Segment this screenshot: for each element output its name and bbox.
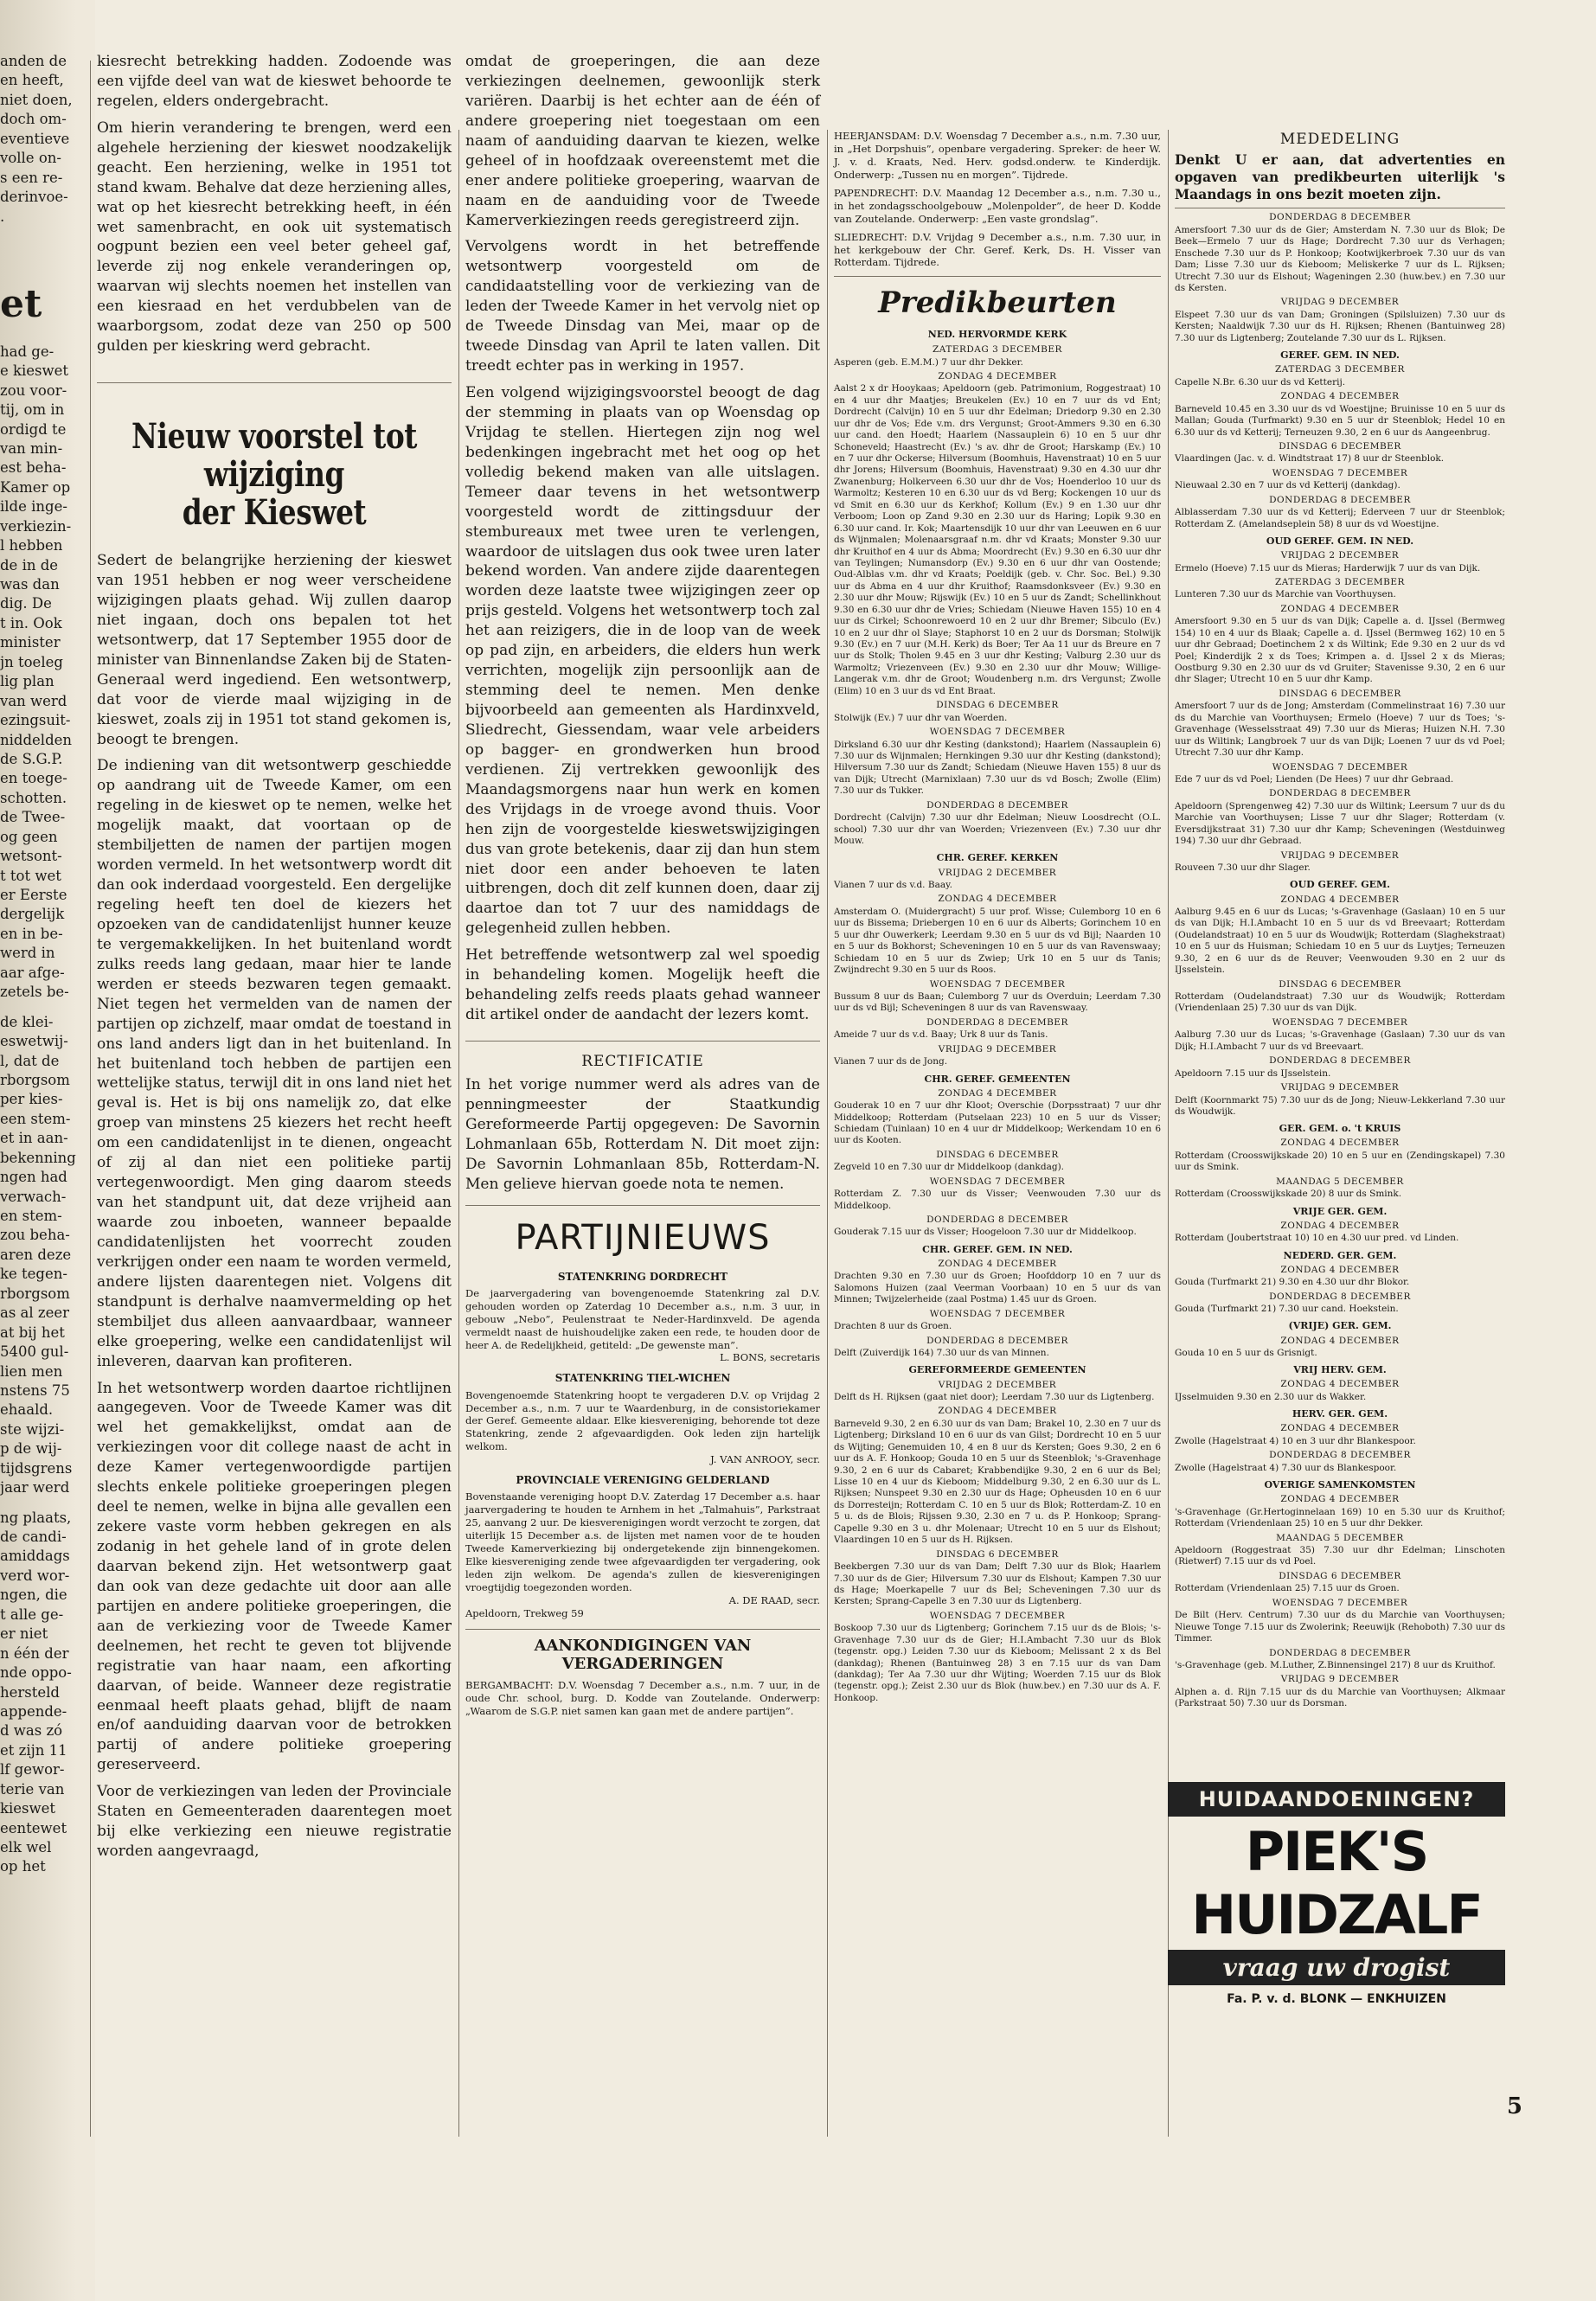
notice-title: STATENKRING DORDRECHT xyxy=(557,1270,728,1283)
text-fragment: est beha- xyxy=(0,459,67,477)
service-list: Zwolle (Hagelstraat 4) 7.30 uur ds Blankespoor. xyxy=(1175,1462,1397,1473)
service-list: Aalburg 7.30 uur ds Lucas; 's-Gravenhage (Gaslaan) 7.30 uur ds van Dijk; H.I.Ambacht 7 uur ds vd Breevaart. xyxy=(1175,1029,1505,1052)
service-list: Apeldoorn (Roggestraat 35) 7.30 uur dhr Edelman; Linschoten (Rietwerf) 7.15 uur ds vd Poel. xyxy=(1175,1545,1505,1567)
left-fragments-top xyxy=(0,52,82,227)
service-day: DINSDAG 6 DECEMBER xyxy=(936,700,1059,711)
service-day: ZONDAG 4 DECEMBER xyxy=(938,1258,1057,1269)
notice-address: Apeldoorn, Trekweg 59 xyxy=(465,1606,584,1619)
service-day: DONDERDAG 8 DECEMBER xyxy=(1269,1450,1411,1461)
service-list: Gouda (Turfmarkt 21) 9.30 en 4.30 uur dhr Blokor. xyxy=(1175,1277,1410,1288)
service-day: WOENSDAG 7 DECEMBER xyxy=(1272,1597,1408,1608)
text-fragment: nde oppo- xyxy=(0,1664,72,1682)
text-fragment: van werd xyxy=(0,692,67,709)
service-list: Vlaardingen (Jac. v. d. Windtstraat 17) 8 uur dr Steenblok. xyxy=(1175,453,1445,465)
service-list: Rouveen 7.30 uur dhr Slager. xyxy=(1175,862,1311,874)
service-list: Gouderak 10 en 7 uur dhr Kloot; Overschie (Dorpsstraat) 7 uur dhr Middelkoop; Rotterdam (Putselaan 223) 10 en 5 uur ds Visser; Schiedam (Tuinlaan) 10 en 4 uur dr Middelkoop; Werkendam 10 en 6 uur ds Kooten. xyxy=(834,1100,1161,1146)
service-day: DONDERDAG 8 DECEMBER xyxy=(926,1016,1068,1028)
article-column-2 xyxy=(465,52,820,1725)
service-list: Delft (Zuiverdijk 164) 7.30 uur ds van Minnen. xyxy=(834,1348,1049,1359)
service-day: ZONDAG 4 DECEMBER xyxy=(1280,603,1400,614)
service-list: Elspeet 7.30 uur ds van Dam; Groningen (Spilsluizen) 7.30 uur ds Kersten; Naaldwijk 7.30 uur ds H. Rijksen; Rhenen (Bantuinweg 28) 7.30 uur ds Ligtenberg; Zoutelande 7.30 uur ds L. Rijksen. xyxy=(1175,309,1505,343)
meeting-notice: PAPENDRECHT: D.V. Maandag 12 December a.s., n.m. 7.30 u., in het zondagsschoolgebouw „Molenpolder”, de heer D. Kodde van Zoutelande. Onderwerp: „Een vaste grondslag”. xyxy=(834,186,1161,225)
text-fragment: t in. Ook xyxy=(0,614,62,631)
service-day: MAANDAG 5 DECEMBER xyxy=(1276,1532,1404,1543)
text-fragment: zou voor- xyxy=(0,381,67,399)
article-body xyxy=(97,551,452,1862)
text-fragment: appende- xyxy=(0,1702,67,1720)
text-fragment: l hebben xyxy=(0,537,63,554)
column-rule xyxy=(458,130,459,2137)
service-day: DINSDAG 6 DECEMBER xyxy=(936,1149,1059,1160)
service-day: DINSDAG 6 DECEMBER xyxy=(1279,1570,1401,1581)
service-day: ZONDAG 4 DECEMBER xyxy=(1280,1138,1400,1149)
text-fragment: een stem- xyxy=(0,1110,71,1127)
text-fragment: at bij het xyxy=(0,1324,65,1341)
service-list: Rotterdam (Oudelandstraat) 7.30 uur ds Woudwijk; Rotterdam (Vriendenlaan 25) 7.30 uur ds van Dijk. xyxy=(1175,991,1505,1014)
predikbeurten-title: Predikbeurten xyxy=(878,285,1117,321)
ad-brand: PIEK'S HUIDZALF xyxy=(1191,1820,1482,1946)
church-name: (VRIJE) GER. GEM. xyxy=(1288,1320,1392,1332)
service-list: Amersfoort 7 uur ds de Jong; Amsterdam (Commelinstraat 16) 7.30 uur ds du Marchie van Voorthuysen; Ermelo (Hoeve) 7 uur ds Toes; 's-Gravenhage (Wesselsstraat 49) 7.30 uur ds Mieras; Huizen N.H. 7.30 uur ds Wiltink; Langbroek 7 uur ds van Dijk; Loenen 7 uur ds vd Poel; Utrecht 7.30 uur dhr Kamp. xyxy=(1175,701,1505,759)
meeting-notice: SLIEDRECHT: D.V. Vrijdag 9 December a.s., n.m. 7.30 uur, in het kerkgebouw der Chr. Geref. Kerk, Ds. H. Visser van Rotterdam. Tijdrede. xyxy=(834,230,1161,269)
text-fragment: ilde inge- xyxy=(0,498,67,516)
text-fragment: dergelijk xyxy=(0,906,65,923)
church-name: OVERIGE SAMENKOMSTEN xyxy=(1264,1479,1416,1491)
service-day: DONDERDAG 8 DECEMBER xyxy=(1269,494,1411,505)
text-fragment: amiddags xyxy=(0,1548,70,1565)
text-fragment: t tot wet xyxy=(0,867,61,884)
text-fragment: werd in xyxy=(0,945,55,962)
service-day: DONDERDAG 8 DECEMBER xyxy=(1269,1647,1411,1658)
text-fragment: Kamer op xyxy=(0,478,71,496)
service-list: Apeldoorn (Sprengenweg 42) 7.30 uur ds Wiltink; Leersum 7 uur ds du Marchie van Voorthuysen; Lisse 7 uur dhr Slager; Rotterdam (v. Eversdijkstraat 31) 7.30 uur dhr Kamp; Scheveningen (Westduinweg 194) 7.30 uur dhr Gebraad. xyxy=(1175,800,1505,847)
service-day: ZONDAG 4 DECEMBER xyxy=(1280,1494,1400,1505)
service-day: WOENSDAG 7 DECEMBER xyxy=(929,727,1066,738)
text-fragment: ste wijzi- xyxy=(0,1420,65,1438)
text-fragment: doch om- xyxy=(0,111,67,128)
aankondigingen-title: AANKONDIGINGEN VAN VERGADERINGEN xyxy=(534,1636,752,1674)
service-list: Barneveld 9.30, 2 en 6.30 uur ds van Dam; Brakel 10, 2.30 en 7 uur ds Ligtenberg; Dirksland 10 en 6 uur ds van Gilst; Dordrecht 10 en 5 uur ds Wijting; Genemuiden 10, 4 en 8 uur ds Kersten; Goes 9.30, 2 en 6 uur ds A. F. Honkoop; Gouda 10 en 5 uur ds Steenblok; 's-Gravenhage 9.30, 2 en 6 uur ds Cabaret; Krabbendijke 9.30, 2 en 6 uur ds Bel; Lisse 10 en 4 uur ds Kieboom; Middelburg 9.30, 2 en 6.30 uur ds L. Rijksen; Nunspeet 9.30 en 2.30 uur ds Hage; Opheusden 10 en 6 uur ds Dorresteijn; Rotterdam C. 10 en 5 uur ds Blok; Rotterdam-Z. 10 en 5 u. ds de Blois; Rijssen 9.30, 2.30 en 7 u. ds P. Honkoop; Sprang-Capelle 9.30 en 3 u. dhr Molenaar; Utrecht 10 en 5 uur ds Elshout; Vlaardingen 10 en 5 uur ds H. Rijksen. xyxy=(834,1418,1161,1546)
service-list: Ermelo (Hoeve) 7.15 uur ds Mieras; Harderwijk 7 uur ds van Dijk. xyxy=(1175,562,1481,574)
church-name: CHR. GEREF. KERKEN xyxy=(936,852,1059,864)
text-fragment: zou beha- xyxy=(0,1227,70,1244)
paragraph: De indiening van dit wetsontwerp geschiedde op aandrang uit de Tweede Kamer, om een regeling in de kieswet op te nemen, welke het mogelijk maakt, dat voortaan op de stembiljetten de namen der partijen mogen worden vermeld. In het wetsontwerp wordt dit dan ook inderdaad voorgesteld. Een dergelijke regeling heeft ten doel de kiezers het opzoeken van de candidatenlijst hunner keuze te vergemakkelijken. In het buitenland wordt zulks reeds lang gedaan, maar hier te lande werden er steeds bezwaren tegen gemaakt. Niet tegen het vermelden van de namen der partijen op zichzelf, maar omdat de toestand in ons land anders ligt dan in het buitenland. In het buitenland toch hebben de partijen een wettelijke status, terwijl dit in ons land niet het geval is. Het is bij ons namelijk zo, dat elke groep van minstens 25 kiezers het recht heeft om een candidatenlijst in te dienen, ongeacht of zij al dan niet een politieke partij vertegenwoordigt. Men ging daarom steeds van het standpunt uit, dat deze vrijheid aan waarde zou inboeten, wanneer bepaalde candidatenlijsten het voorrecht zouden verkrijgen onder een naam te worden vermeld, andere lijsten daarentegen niet. Volgens dit standpunt is derhalve naamvermelding op het stembiljet dus alleen aanvaardbaar, wanneer elke groepering, welke een candidatenlijst wil inleveren, daarvan kan profiteren. xyxy=(97,757,452,1370)
text-fragment: terie van xyxy=(0,1780,65,1798)
church-header: NED. HERVORMDE KERK xyxy=(927,329,1067,341)
text-fragment: t alle ge- xyxy=(0,1606,64,1623)
text-fragment: aren deze xyxy=(0,1246,72,1263)
service-list: Barneveld 10.45 en 3.30 uur ds vd Woestijne; Bruinisse 10 en 5 uur ds Mallan; Gouda (Turfmarkt) 9.30 en 5 uur dr Steenblok; Hedel 10 en 6.30 uur ds vd Ketterij; Terneuzen 9.30, 2 en 6 uur ds Aangeenbrug. xyxy=(1175,403,1505,438)
text-fragment: en in be- xyxy=(0,925,63,942)
party-notices xyxy=(465,1270,820,1620)
service-list: Dirksland 6.30 uur dhr Kesting (dankstond); Haarlem (Nassauplein 6) 7.30 uur ds Wijnmalen; Hernkingen 9.30 uur dhr Kesting (dankstond); Hilversum 7.30 uur ds Zandt; Schiedam (Nieuwe Haven 155) 8 uur ds van Dijk; Utrecht (Marnixlaan) 7.30 uur ds vd Bosch; Zwolle (Elim) 7.30 uur ds Tukker. xyxy=(834,739,1161,797)
party-notice xyxy=(465,1473,820,1620)
service-list: Rotterdam (Croosswijkskade 20) 10 en 5 uur en (Zendingskapel) 7.30 uur ds Smink. xyxy=(1175,1150,1505,1173)
text-fragment: og geen xyxy=(0,828,58,845)
service-listings-2 xyxy=(1175,212,1505,1709)
text-fragment: op het xyxy=(0,1858,46,1875)
paragraph: Een volgend wijzigingsvoorstel beoogt de dag der stemming in plaats van op Woensdag op Vrijdag te stellen. Hiertegen zijn nog wel bedenkingen ingebracht met het oog op het volledig bekend maken van alle uitslagen. Temeer daar tevens in het wetsontwerp voorgesteld wordt de zittingsduur der stembureaux met twee uren te verlengen, waardoor de uitslagen dus ook twee uren later bekend worden. Van andere zijde daarentegen worden deze laatste twee wijzigingen zeer op prijs gesteld. Volgens het wetsontwerp toch zal het aan reizigers, die in de loop van de week op pad zijn, en arbeiders, die elders hun werk verrichten, mogelijk zijn persoonlijk aan de stemming deel te nemen. Men denke bijvoorbeeld aan gemeenten als Hardinxveld, Sliedrecht, Giessendam, waar vele arbeiders op bagger- en grondwerken hun brood verdienen. Zij vertrekken gewoonlijk des Maandagsmorgens naar hun werk en komen des Vrijdags in de vroege avond thuis. Voor hen zijn de voorgestelde kieswetswijzigingen dus van grote betekenis, daar zij dan hun stem niet door een ander behoeven te laten uitbrengen, doch dit zelf kunnen doen, daar zij daartoe dan tot 7 uur des namiddags de gelegenheid zullen hebben. xyxy=(465,384,820,938)
text-fragment: rborgsom xyxy=(0,1071,70,1088)
notice-text: Bovenstaande vereniging hoopt D.V. Zaterdag 17 December a.s. haar jaarvergadering te houden te Arnhem in het „Talmahuis”, Parkstraat 25, aanvang 2 uur. De kiesverenigingen wordt verzocht te zorgen, dat uiterlijk 15 December a.s. de lijsten met namen voor de te houden Tweede Kamerverkiezing bij ondergetekende zijn binnengekomen. Elke kiesvereniging zende twee afgevaardigden ter vergadering, ook leden zijn welkom. De agenda's zullen de kiesverenigingen vroegtijdig toegezonden worden. xyxy=(465,1490,820,1593)
service-day: DINSDAG 6 DECEMBER xyxy=(1279,440,1401,452)
text-fragment: e kieswet xyxy=(0,362,69,380)
text-fragment: tij, om in xyxy=(0,401,65,419)
church-name: VRIJ HERV. GEM. xyxy=(1293,1364,1387,1376)
mededeling-text: Denkt U er aan, dat advertenties en opgaven van predikbeurten uiterlijk 's Maandags in ons bezit moeten zijn. xyxy=(1175,151,1505,202)
service-list: Amsterdam O. (Muidergracht) 5 uur prof. Wisse; Culemborg 10 en 6 uur ds Bissema; Driebergen 10 en 6 uur ds Alberts; Gorinchem 10 en 5 uur dhr Ouwerkerk; Leerdam 9.30 en 5 uur ds vd Bijl; Naarden 10 en 5 uur ds Bokhorst; Scheveningen 10 en 5 uur ds van Ravenswaay; Schiedam 10 en 5 uur ds Zwiep; Urk 10 en 5 uur ds Tanis; Zwijndrecht 9.30 en 5 uur ds Roos. xyxy=(834,906,1161,976)
notice-text: De jaarvergadering van bovengenoemde Statenkring zal D.V. gehouden worden op Zaterdag 10 December a.s., n.m. 3 uur, in gebouw „Nebo”, Peulenstraat te Neder-Hardinxveld. De agenda vermeldt naast de huishoudelijke zaken een rede, te houden door de heer A. de Redelijkheid, getiteld: „De gewenste man”. xyxy=(465,1286,820,1351)
text-fragment: niddelden xyxy=(0,731,73,748)
service-day: DONDERDAG 8 DECEMBER xyxy=(926,799,1068,811)
text-fragment: 5400 gul- xyxy=(0,1343,69,1361)
service-list: Drachten 8 uur ds Groen. xyxy=(834,1321,952,1332)
service-list: Gouda 10 en 5 uur ds Grisnigt. xyxy=(1175,1347,1317,1358)
service-day: DINSDAG 6 DECEMBER xyxy=(936,1548,1059,1560)
service-day: WOENSDAG 7 DECEMBER xyxy=(929,1308,1066,1319)
left-heading-fragment: et xyxy=(0,281,42,326)
service-list: Amersfoort 7.30 uur ds de Gier; Amsterdam N. 7.30 uur ds Blok; De Beek—Ermelo 7 uur ds Hage; Dordrecht 7.30 uur ds Verhagen; Enschede 7.30 uur ds P. Honkoop; Kootwijkerbroek 7.30 uur ds van Dam; Lisse 7.30 uur ds Kieboom; Meliskerke 7 uur ds L. Rijksen; Utrecht 7.30 uur ds Elshout; Wageningen 2.30 (huw.bev.) en 7.30 uur ds Kersten. xyxy=(1175,224,1505,294)
ad-headline: HUIDAANDOENINGEN? xyxy=(1168,1782,1505,1817)
divider xyxy=(465,1629,820,1630)
left-edge-column xyxy=(0,52,82,1877)
service-list: Rotterdam Z. 7.30 uur ds Visser; Veenwouden 7.30 uur ds Middelkoop. xyxy=(834,1189,1161,1211)
text-fragment: verd wor- xyxy=(0,1567,70,1584)
notice-signature: A. DE RAAD, secr. xyxy=(728,1593,820,1606)
meeting-notices xyxy=(834,130,1161,269)
text-fragment: ordigd te xyxy=(0,420,67,438)
text-fragment: de candi- xyxy=(0,1529,67,1546)
text-fragment: lf gewor- xyxy=(0,1761,65,1779)
text-fragment: rborgsom xyxy=(0,1285,70,1302)
divider xyxy=(97,382,452,383)
service-list: Vianen 7 uur ds de Jong. xyxy=(834,1056,948,1067)
rectificatie-text: In het vorige nummer werd als adres van de penningmeester der Staatkundig Gereformeerde Partij opgegeven: De Savornin Lohmanlaan 65b, Rotterdam N. Dit moet zijn: De Savornin Lohmanlaan 85b, Rotterdam-N. Men gelieve hiervan goede nota te nemen. xyxy=(465,1075,820,1193)
service-list: Aalburg 9.45 en 6 uur ds Lucas; 's-Gravenhage (Gaslaan) 10 en 5 uur ds van Dijk; H.I.Ambacht 10 en 5 uur ds vd Breevaart; Rotterdam (Oudelandstraat) 10 en 5 uur ds Woudwijk; Rotterdam (Slaghekstraat) 10 en 5 uur ds Huisman; Schiedam 10 en 5 uur ds Luytjes; Terneuzen 9.30, 2 en 6 uur ds de Reuver; Veenwouden 9.30 en 2 uur ds IJsselstein. xyxy=(1175,906,1505,976)
rectificatie-title: RECTIFICATIE xyxy=(581,1053,704,1070)
service-list: 's-Gravenhage (geb. M.Luther, Z.Binnensingel 217) 8 uur ds Kruithof. xyxy=(1175,1659,1496,1670)
text-fragment: schotten. xyxy=(0,789,67,806)
service-day: ZONDAG 4 DECEMBER xyxy=(1280,1423,1400,1434)
text-fragment: et zijn 11 xyxy=(0,1741,67,1759)
service-list: Dordrecht (Calvijn) 7.30 uur dhr Edelman; Nieuw Loosdrecht (O.L. school) 7.30 uur dhr van Woerden; Vriezenveen (Ev.) 7.30 uur dhr Mouw. xyxy=(834,812,1161,847)
service-list: Rotterdam (Croosswijkskade 20) 8 uur ds Smink. xyxy=(1175,1189,1402,1200)
service-day: DINSDAG 6 DECEMBER xyxy=(1279,978,1401,990)
service-list: Nieuwaal 2.30 en 7 uur ds vd Ketterij (dankdag). xyxy=(1175,480,1401,491)
service-day: DONDERDAG 8 DECEMBER xyxy=(1269,212,1411,223)
text-fragment: n één der xyxy=(0,1644,69,1662)
service-list: Apeldoorn 7.15 uur ds IJsselstein. xyxy=(1175,1067,1331,1079)
service-list: Zwolle (Hagelstraat 4) 10 en 3 uur dhr Blankespoor. xyxy=(1175,1435,1416,1446)
service-list: Zegveld 10 en 7.30 uur dr Middelkoop (dankdag). xyxy=(834,1162,1065,1173)
service-day: VRIJDAG 9 DECEMBER xyxy=(1280,1674,1400,1685)
text-fragment: minister xyxy=(0,634,61,651)
mededeling-title: MEDEDELING xyxy=(1279,131,1401,148)
church-name: OUD GEREF. GEM. IN NED. xyxy=(1266,535,1414,547)
notice-title: PROVINCIALE VERENIGING GELDERLAND xyxy=(516,1474,770,1487)
service-day: VRIJDAG 2 DECEMBER xyxy=(938,1379,1057,1390)
text-fragment: en toege- xyxy=(0,770,67,787)
church-name: CHR. GEREF. GEM. IN NED. xyxy=(922,1243,1073,1255)
predikbeurten-column xyxy=(834,130,1161,1704)
text-fragment: niet doen, xyxy=(0,91,73,108)
service-day: DONDERDAG 8 DECEMBER xyxy=(1269,1055,1411,1067)
text-fragment: had ge- xyxy=(0,343,54,360)
church-name: VRIJE GER. GEM. xyxy=(1292,1205,1388,1217)
service-day: ZONDAG 4 DECEMBER xyxy=(1280,391,1400,402)
text-fragment: jn toeleg xyxy=(0,653,63,670)
text-fragment: p de wij- xyxy=(0,1440,62,1458)
text-fragment: s een re- xyxy=(0,169,63,186)
service-day: ZATERDAG 3 DECEMBER xyxy=(1275,364,1405,375)
text-fragment: lien men xyxy=(0,1362,63,1380)
text-fragment: was dan xyxy=(0,576,60,593)
service-list: Gouda (Turfmarkt 21) 7.30 uur cand. Hoekstein. xyxy=(1175,1304,1399,1315)
service-list: Gouderak 7.15 uur ds Visser; Hoogeloon 7.30 uur dr Middelkoop. xyxy=(834,1227,1137,1238)
text-fragment: eventieve xyxy=(0,130,70,147)
service-list: Alblasserdam 7.30 uur ds vd Ketterij; Ederveen 7 uur dr Steenblok; Rotterdam Z. (Amelandseplein 58) 8 uur ds vd Woestijne. xyxy=(1175,507,1505,529)
church-name: NEDERD. GER. GEM. xyxy=(1283,1249,1397,1261)
service-day: WOENSDAG 7 DECEMBER xyxy=(929,1610,1066,1621)
service-list: De Bilt (Herv. Centrum) 7.30 uur ds du Marchie van Voorthuysen; Nieuwe Tonge 7.15 uur ds Zwolerink; Reeuwijk (Rehoboth) 7.30 uur ds Timmer. xyxy=(1175,1610,1505,1644)
predikbeurten-column-2 xyxy=(1175,130,1505,1710)
service-day: ZONDAG 4 DECEMBER xyxy=(938,1087,1057,1099)
divider xyxy=(465,1041,820,1042)
church-name: GEREF. GEM. IN NED. xyxy=(1280,349,1400,362)
text-fragment: ke tegen- xyxy=(0,1266,67,1283)
service-day: WOENSDAG 7 DECEMBER xyxy=(929,1176,1066,1187)
text-fragment: en heeft, xyxy=(0,72,64,89)
text-fragment: nstens 75 xyxy=(0,1381,70,1399)
notice-signature: L. BONS, secretaris xyxy=(720,1351,820,1364)
church-name: OUD GEREF. GEM. xyxy=(1290,879,1390,891)
notice-title: STATENKRING TIEL-WICHEN xyxy=(554,1372,731,1385)
paragraph: omdat de groeperingen, die aan deze verkiezingen deelnemen, gewoonlijk sterk variëren. Daarbij is het echter aan de één of andere groepering niet toegestaan om een naam of aanduiding daarvan te kiezen, welke geheel of in hoofdzaak overeenstemt met die ener andere politieke groepering, waarvan de naam en de aanduiding voor de Tweede Kamerverkiezingen reeds geregistreerd zijn. xyxy=(465,53,820,229)
notice-signature: J. VAN ANROOY, secr. xyxy=(710,1453,820,1466)
text-fragment: tijdsgrens xyxy=(0,1459,73,1477)
service-list: Delft (Koornmarkt 75) 7.30 uur ds de Jong; Nieuw-Lekkerland 7.30 uur ds Woudwijk. xyxy=(1175,1094,1505,1117)
service-day: ZONDAG 4 DECEMBER xyxy=(938,1406,1057,1417)
service-list: Alphen a. d. Rijn 7.15 uur ds du Marchie van Voorthuysen; Alkmaar (Parkstraat 50) 7.30 uur ds Dorsman. xyxy=(1175,1686,1505,1709)
service-list: Drachten 9.30 en 7.30 uur ds Groen; Hoofddorp 10 en 7 uur ds Salomons Huizen (zaal Veerman Voorbaan) 10 en 5 uur ds van Minnen; Twijzelerheide (zaal Postma) 1.45 uur ds Groen. xyxy=(834,1271,1161,1305)
service-list: Bussum 8 uur ds Baan; Culemborg 7 uur ds Overduin; Leerdam 7.30 uur ds vd Bijl; Scheveningen 8 uur ds van Ravenswaay. xyxy=(834,990,1161,1014)
text-fragment: lig plan xyxy=(0,673,54,690)
service-day: ZONDAG 4 DECEMBER xyxy=(1280,1264,1400,1275)
text-fragment: anden de xyxy=(0,53,67,69)
service-day: ZATERDAG 3 DECEMBER xyxy=(1275,576,1405,587)
church-name: GER. GEM. o. 't KRUIS xyxy=(1279,1123,1401,1135)
service-list: Stolwijk (Ev.) 7 uur dhr van Woerden. xyxy=(834,712,1008,723)
service-day: WOENSDAG 7 DECEMBER xyxy=(1272,467,1408,478)
text-fragment: ngen had xyxy=(0,1169,67,1186)
service-day: ZONDAG 4 DECEMBER xyxy=(1280,1335,1400,1346)
article-column-1 xyxy=(97,52,452,1868)
text-fragment: per kies- xyxy=(0,1091,63,1108)
text-fragment: elk wel xyxy=(0,1839,52,1856)
text-fragment: et in aan- xyxy=(0,1130,68,1147)
service-day: DINSDAG 6 DECEMBER xyxy=(1279,688,1401,699)
paragraph: kiesrecht betrekking hadden. Zodoende was een vijfde deel van wat de kieswet behoorde te regelen, elders ondergebracht. xyxy=(97,53,452,110)
service-list: Rotterdam (Vriendenlaan 25) 7.15 uur ds Groen. xyxy=(1175,1583,1400,1594)
text-fragment: en stem- xyxy=(0,1208,62,1225)
text-fragment: bekenning xyxy=(0,1149,76,1166)
page-number: 5 xyxy=(1506,2093,1522,2119)
text-fragment: jaar werd xyxy=(0,1479,70,1497)
text-fragment: ngen, die xyxy=(0,1586,67,1604)
service-list: Capelle N.Br. 6.30 uur ds vd Ketterij. xyxy=(1175,376,1346,388)
service-list: 's-Gravenhage (Gr.Hertoginnelaan 169) 10 en 5.30 uur ds Kruithof; Rotterdam (Vriendenlaan 25) 10 en 5 uur dhr Dekker. xyxy=(1175,1506,1505,1529)
text-fragment: de in de xyxy=(0,556,59,574)
ad-company: Fa. P. v. d. BLONK — ENKHUIZEN xyxy=(1227,1992,1446,2006)
service-day: VRIJDAG 2 DECEMBER xyxy=(938,867,1057,878)
text-fragment: . xyxy=(0,208,5,225)
text-fragment: van min- xyxy=(0,439,63,457)
text-fragment: hersteld xyxy=(0,1683,60,1701)
text-fragment: aar afge- xyxy=(0,964,65,981)
text-fragment: kieswet xyxy=(0,1800,56,1817)
text-fragment: verwach- xyxy=(0,1188,67,1205)
text-fragment: zetels be- xyxy=(0,984,69,1001)
text-fragment: derinvoe- xyxy=(0,189,68,206)
text-fragment: l, dat de xyxy=(0,1052,60,1069)
divider xyxy=(834,276,1161,277)
service-day: DONDERDAG 8 DECEMBER xyxy=(926,1215,1068,1226)
service-list: Ameide 7 uur ds v.d. Baay; Urk 8 uur ds Tanis. xyxy=(834,1029,1048,1041)
service-list: Delft ds H. Rijksen (gaat niet door); Leerdam 7.30 uur ds Ligtenberg. xyxy=(834,1391,1155,1402)
divider xyxy=(465,1205,820,1206)
service-day: VRIJDAG 9 DECEMBER xyxy=(938,1043,1057,1054)
service-listings xyxy=(834,344,1161,1704)
service-day: VRIJDAG 2 DECEMBER xyxy=(1280,550,1400,561)
advertisement xyxy=(1168,1782,1505,2006)
service-day: ZONDAG 4 DECEMBER xyxy=(938,370,1057,381)
text-fragment: volle on- xyxy=(0,150,61,167)
aankondigingen-text: BERGAMBACHT: D.V. Woensdag 7 December a.s., n.m. 7 uur, in de oude Chr. school, burg. D. Kodde van Zoutelande. Onderwerp: „Waarom de S.G.P. niet samen kan gaan met de andere partijen”. xyxy=(465,1678,820,1717)
partijnieuws-heading: PARTIJNIEUWS xyxy=(515,1217,771,1258)
service-day: VRIJDAG 9 DECEMBER xyxy=(1280,297,1400,308)
church-name: GEREFORMEERDE GEMEENTEN xyxy=(908,1364,1086,1376)
service-day: ZONDAG 4 DECEMBER xyxy=(938,894,1057,905)
church-name: HERV. GER. GEM. xyxy=(1292,1408,1388,1420)
meeting-notice: HEERJANSDAM: D.V. Woensdag 7 December a.s., n.m. 7.30 uur, in „Het Dorpshuis”, openbare vergadering. Spreker: de heer W. J. v. d. Kraats, Ned. Herv. godsd.onderw. te Kinderdijk. Onderwerp: „Tussen nu en morgen”. Tijdrede. xyxy=(834,130,1161,181)
left-fragments-low xyxy=(0,1013,82,1498)
text-fragment: eswetwij- xyxy=(0,1033,68,1050)
text-fragment: ng plaats, xyxy=(0,1509,72,1526)
paragraph: Sedert de belangrijke herziening der kieswet van 1951 hebben er nog weer verscheidene wijzigingen plaats gehad. Wij zullen daarop niet ingaan, doch ons bepalen tot het wetsontwerp, dat 17 September 1955 door de minister van Binnenlandse Zaken bij de Staten-Generaal werd ingediend. Een wetsontwerp, dat voor de vierde maal wijziging in de kieswet, zoals zij in 1951 tot stand gekomen is, beoogt te brengen. xyxy=(97,552,452,748)
service-list: Vianen 7 uur ds v.d. Baay. xyxy=(834,880,952,890)
service-list: Aalst 2 x dr Hooykaas; Apeldoorn (geb. Patrimonium, Roggestraat) 10 en 4 uur dhr Maatjes; Breukelen (Ev.) 10 en 7 uur ds vd Ent; Dordrecht (Calvijn) 10 en 5 uur dhr Edelman; Driedorp 9.30 en 2.30 uur dhr de Vos; Ede v.m. drs Vergunst; Groot-Ammers 9.30 en 6.30 uur cand. den Hoedt; Haarlem (Nassauplein 6) 10 en 5 uur dhr Schoneveld; Haastrecht (Ev.) 's av. dhr de Groot; Harskamp (Ev.) 10 en 7 uur dhr Ockerse; Hilversum (Boomhuis, Havenstraat) 10 en 5 uur dhr Jorens; Hilversum (Boomhuis, Havenstraat) 9.30 en 4.30 uur dhr Zwanenburg; Holkerveen 6.30 uur dhr de Vos; Hoenderloo 10 uur ds Warmoltz; Kesteren 10 en 6.30 uur ds vd Berg; Kockengen 10 uur ds vd Smit en 6.30 uur ds Kerkhof; Kollum (Ev.) 9 en 1.30 uur dhr Verboom; Loon op Zand 9.30 en 2.30 uur ds Haring; Lopik 9.30 en 6.30 uur cand. Ir. Kok; Maartensdijk 10 uur dhr van Leeuwen en 6 uur ds Wijnmalen; Molenaarsgraaf n.m. dhr vd Kraats; Monster 9.30 uur dhr Kruithof en 4 uur ds Abma; Moordrecht (Ev.) 9.30 en 6.30 uur dhr van Teylingen; Numansdorp (Ev.) 9.30 en 6 uur dhr van Oostende; Oud-Alblas v.m. dhr vd Kraats; Poeldijk (geb. v. Chr. Soc. Bel.) 9.30 uur ds Abma en 4 uur dhr Kruithof; Raamsdonksveer (Ev.) 9.30 en 2.30 uur dhr Mouw; Rijswijk (Ev.) 10 en 5 uur ds Zandt; Schellinkhout 9.30 en 6.30 uur dhr de Vries; Schiedam (Nieuwe Haven 155) 10 en 4 uur ds Cirkel; Schoonrewoerd 10 en 2 uur dhr Bremer; Sibculo (Ev.) 10 en 2 uur dhr ol Slaye; Staphorst 10 en 2 uur ds Dorsman; Stolwijk 9.30 (Ev.) en 7 uur (M.H. Kerk) ds Boer; Ter Aa 11 uur ds Breure en 7 uur ds Stolk; Tholen 9.45 en 3 uur dhr Kesting; Valburg 2.30 uur ds Warmoltz; Vriezenveen (Ev.) 9.30 en 2.30 uur dhr Mouw; Willige-Langerak v.m. dhr de Groot; Woudenberg n.m. drs Vergunst; Zwolle (Elim) 10 en 3 uur ds vd Ent Braat. xyxy=(834,383,1161,696)
service-day: WOENSDAG 7 DECEMBER xyxy=(1272,761,1408,772)
text-fragment: dig. De xyxy=(0,595,52,612)
paragraph: In het wetsontwerp worden daartoe richtlijnen aangegeven. Voor de Tweede Kamer was dit wel het gemakkelijkst, omdat aan de verkiezingen voor dit college naast de acht in deze Kamer vertegenwoordigde partijen slechts enkele politieke groeperingen plegen deel te nemen, welke in bijna alle gevallen een zekere vaste vorm hebben gekregen en als zodanig in het gehele land of in grote delen daarvan bekend zijn. Het wetsontwerp gaat dan ook van deze gedachte uit door aan alle partijen en andere politieke groeperingen, die aan de verkiezing voor de Tweede Kamer deelnemen, het recht te geven tot blijvende registratie van haar naam, een afkorting daarvan, of beide. Wanneer deze registratie eenmaal heeft plaats gehad, blijft de naam en/of aanduiding daarvan voor de betrokken partij of andere politieke groepering gereserveerd. xyxy=(97,1379,452,1774)
text-fragment: de klei- xyxy=(0,1013,54,1030)
party-notice xyxy=(465,1371,820,1466)
text-fragment: de Twee- xyxy=(0,809,66,826)
service-day: ZONDAG 4 DECEMBER xyxy=(1280,894,1400,905)
article-continuation xyxy=(465,52,820,1025)
ad-slogan: vraag uw drogist xyxy=(1168,1950,1505,1985)
service-list: Amersfoort 9.30 en 5 uur ds van Dijk; Capelle a. d. IJssel (Bermweg 154) 10 en 4 uur ds Blaak; Capelle a. d. IJssel (Bermweg 162) 10 en 5 uur dhr Gebraad; Doetinchem 2 x ds Wiltink; Ede 9.30 en 2 uur ds vd Poel; Kinderdijk 2 x ds Toes; Krimpen a. d. IJssel 2 x ds Mieras; Oostburg 9.30 en 2.30 uur ds vd Gruiter; Stavenisse 9.30, 2 en 6 uur dhr Slager; Utrecht 10 en 5 uur dhr Kamp. xyxy=(1175,616,1505,685)
text-fragment: wetsont- xyxy=(0,848,62,865)
service-day: ZONDAG 4 DECEMBER xyxy=(1280,1220,1400,1231)
paragraph: Voor de verkiezingen van leden der Provinciale Staten en Gemeenteraden daarentegen moet bij elke verkiezing een nieuwe registratie worden aangevraagd, xyxy=(97,1783,452,1861)
paragraph: Vervolgens wordt in het betreffende wetsontwerp voorgesteld om de candidaatstelling voor de verkiezing van de leden der Tweede Kamer in het vervolg niet op de Tweede Dinsdag van Mei, maar op de tweede Dinsdag van April te laten vallen. Dit treedt echter pas in werking in 1957. xyxy=(465,238,820,375)
service-day: WOENSDAG 7 DECEMBER xyxy=(1272,1016,1408,1028)
service-list: Asperen (geb. E.M.M.) 7 uur dhr Dekker. xyxy=(834,356,1023,368)
service-day: VRIJDAG 9 DECEMBER xyxy=(1280,1082,1400,1093)
party-notice xyxy=(465,1270,820,1365)
paragraph: Het betreffende wetsontwerp zal wel spoedig in behandeling komen. Mogelijk heeft die behandeling zelfs reeds plaats gehad wanneer dit artikel onder de aandacht der lezers komt. xyxy=(465,946,820,1024)
service-day: VRIJDAG 9 DECEMBER xyxy=(1280,849,1400,861)
service-day: DONDERDAG 8 DECEMBER xyxy=(1269,1291,1411,1302)
text-fragment: er niet xyxy=(0,1625,48,1643)
church-name: CHR. GEREF. GEMEENTEN xyxy=(924,1073,1071,1085)
text-fragment: d was zó xyxy=(0,1722,63,1740)
service-list: Boskoop 7.30 uur ds Ligtenberg; Gorinchem 7.15 uur ds de Blois; 's-Gravenhage 7.30 uur ds de Gier; H.I.Ambacht 7.30 uur ds Blok (tegenstr. opg.) Leiden 7.30 uur ds Kieboom; Melissant 2 x ds Bel (dankdag); Rhenen (Bantuinweg 28) 3 en 7.15 uur ds van Dam (dankdag); Ter Aa 7.30 uur dhr Wijting; Woerden 7.15 uur ds Blok (tegenstr. opg.); Zeist 2.30 uur ds Blok (huw.bev.) en 7.30 uur ds A. F. Honkoop. xyxy=(834,1623,1161,1703)
service-day: WOENSDAG 7 DECEMBER xyxy=(929,978,1066,990)
text-fragment: de S.G.P. xyxy=(0,750,63,767)
left-fragments-mid xyxy=(0,343,82,1003)
column-rule xyxy=(90,61,91,2137)
text-fragment: eentewet xyxy=(0,1819,67,1836)
service-day: DONDERDAG 8 DECEMBER xyxy=(1269,788,1411,799)
paragraph: Om hierin verandering te brengen, werd een algehele herziening der kieswet noodzakelijk geacht. Een herziening, welke in 1951 tot stand kwam. Behalve dat deze herziening alles, wat op het kiesrecht betrekking heeft, in één wet samenbracht, en ook uit systematisch oogpunt bezien een veel beter geheel gaf, leverde zij nog enkele veranderingen op, waarvan wij slechts noemen het instellen van een kiesraad en het verdubbelen van de waarborgsom, zodat deze van 250 op 500 gulden per kieskring werd gebracht. xyxy=(97,119,452,356)
service-list: Ede 7 uur ds vd Poel; Lienden (De Hees) 7 uur dhr Gebraad. xyxy=(1175,773,1454,785)
text-fragment: ehaald. xyxy=(0,1401,54,1419)
text-fragment: er Eerste xyxy=(0,887,67,904)
service-day: ZATERDAG 3 DECEMBER xyxy=(933,344,1062,356)
text-fragment: as al zeer xyxy=(0,1304,70,1322)
service-day: DONDERDAG 8 DECEMBER xyxy=(926,1335,1068,1346)
service-list: Beekbergen 7.30 uur ds van Dam; Delft 7.30 uur ds Blok; Haarlem 7.30 uur ds de Gier; Hilversum 7.30 uur ds Elshout; Kampen 7.30 uur ds Hage; Moerkapelle 7 uur ds Bel; Scheveningen 7.30 uur ds Kersten; Sprang-Capelle 3 en 7.30 uur ds Ligtenberg. xyxy=(834,1561,1161,1607)
column-rule xyxy=(827,130,828,2137)
text-fragment: verkiezin- xyxy=(0,517,72,535)
article-intro xyxy=(97,52,452,356)
left-fragments-bottom xyxy=(0,1509,82,1877)
text-fragment: ezingsuit- xyxy=(0,712,71,729)
service-list: Lunteren 7.30 uur ds Marchie van Voorthuysen. xyxy=(1175,589,1396,600)
service-day: MAANDAG 5 DECEMBER xyxy=(1276,1176,1404,1187)
service-list: IJsselmuiden 9.30 en 2.30 uur ds Wakker. xyxy=(1175,1391,1367,1402)
notice-text: Bovengenoemde Statenkring hoopt te vergaderen D.V. op Vrijdag 2 December a.s., n.m. 7 uur te Waardenburg, in de consistoriekamer der Geref. Gemeente aldaar. Elke kiesvereniging, behorende tot deze Statenkring, zende 2 afgevaardigden. Ook leden zijn hartelijk welkom. xyxy=(465,1388,820,1453)
article-headline: Nieuw voorstel tot wijziging der Kieswet xyxy=(131,416,418,534)
service-day: ZONDAG 4 DECEMBER xyxy=(1280,1379,1400,1390)
service-list: Rotterdam (Joubertstraat 10) 10 en 4.30 uur pred. vd Linden. xyxy=(1175,1233,1459,1244)
